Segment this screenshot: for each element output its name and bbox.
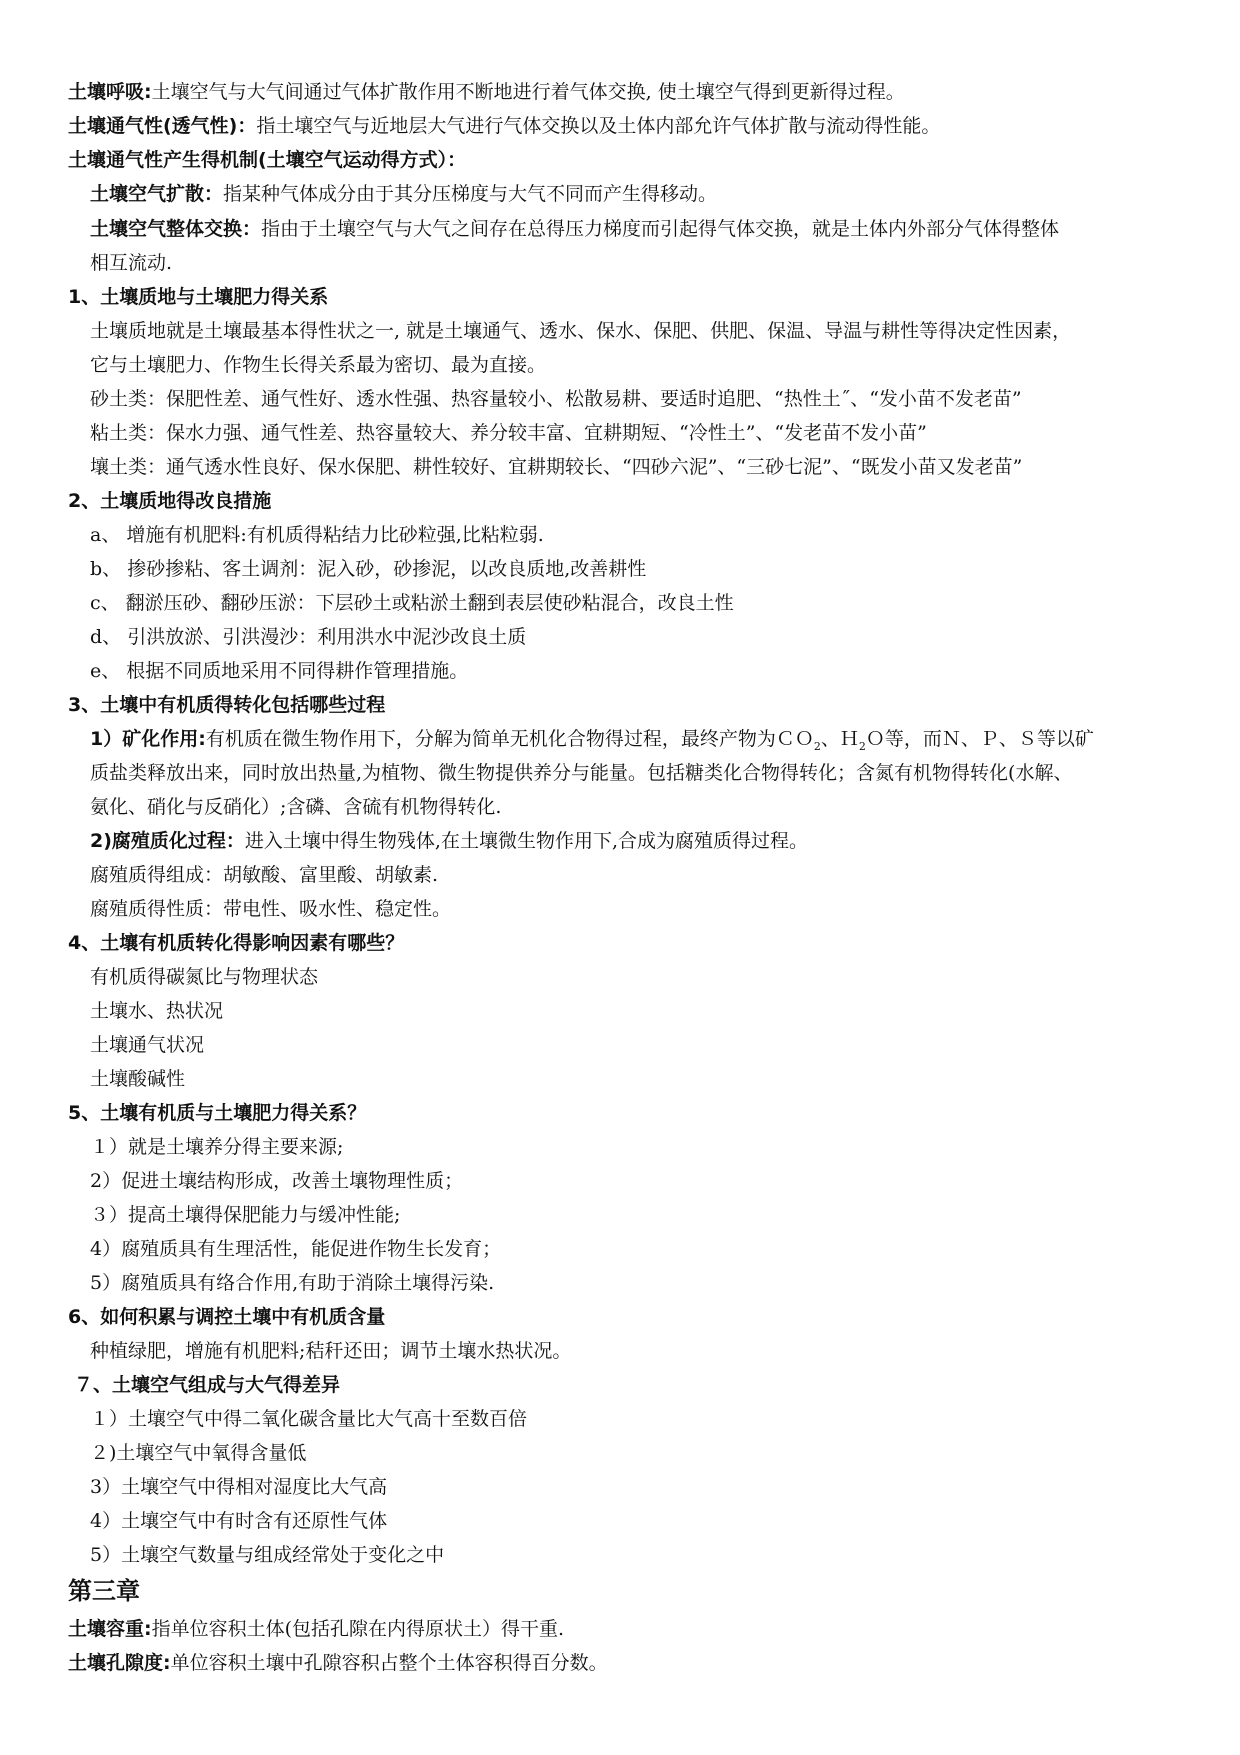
section-3-heading: 3、土壤中有机质得转化包括哪些过程 <box>68 694 386 716</box>
mass-flow-definition-cont: 相互流动. <box>90 252 173 274</box>
section-7-item: １）土壤空气中得二氧化碳含量比大气高十至数百倍 <box>90 1408 528 1430</box>
section-4-item: 有机质得碳氮比与物理状态 <box>90 966 319 988</box>
section-5-item: 5）腐殖质具有络合作用,有助于消除土壤得污染. <box>90 1272 495 1294</box>
section-1-paragraph-cont: 它与土壤肥力、作物生长得关系最为密切、最为直接。 <box>90 354 547 376</box>
aeration-definition: 土壤通气性(透气性)：指土壤空气与近地层大气进行气体交换以及土体内部允许气体扩散与流动得性能。 <box>68 115 941 137</box>
humus-properties: 腐殖质得性质：带电性、吸水性、稳定性。 <box>90 898 452 920</box>
loam-soil-item: 壤土类：通气透水性良好、保水保肥、耕性较好、宜耕期较长、“四砂六泥”、“三砂七泥”、“既发小苗又发老苗” <box>90 456 1023 478</box>
section-2-item-a: a、 增施有机肥料:有机质得粘结力比砂粒强,比粘粒弱. <box>90 524 544 546</box>
section-4-item: 土壤酸碱性 <box>90 1068 186 1090</box>
diffusion-definition: 土壤空气扩散：指某种气体成分由于其分压梯度与大气不同而产生得移动。 <box>90 183 718 205</box>
section-2-item-c: c、 翻淤压砂、翻砂压淤：下层砂土或粘淤土翻到表层使砂粘混合，改良土性 <box>90 592 734 614</box>
clay-soil-item: 粘土类：保水力强、通气性差、热容量较大、养分较丰富、宜耕期短、“冷性土”、“发老苗不发小苗” <box>90 422 927 444</box>
section-4-item: 土壤通气状况 <box>90 1034 205 1056</box>
section-2-heading: 2、土壤质地得改良措施 <box>68 490 272 512</box>
bulk-density-term: 土壤容重: <box>68 1618 152 1640</box>
chapter-3-title: 第三章 <box>68 1577 140 1605</box>
mineralization-definition: 1）矿化作用:有机质在微生物作用下，分解为简单无机化合物得过程，最终产物为ＣＯ$_2$、Ｈ$_2$Ｏ等，而Ｎ、Ｐ、Ｓ等以矿 <box>90 728 1094 753</box>
section-7-item: 4）土壤空气中有时含有还原性气体 <box>90 1510 388 1532</box>
section-2-item-d: d、 引洪放淤、引洪漫沙：利用洪水中泥沙改良土质 <box>90 626 527 648</box>
section-4-heading: 4、土壤有机质转化得影响因素有哪些？ <box>68 932 405 954</box>
section-5-heading: 5、土壤有机质与土壤肥力得关系？ <box>68 1102 367 1124</box>
porosity-definition: 土壤孔隙度:单位容积土壤中孔隙容积占整个土体容积得百分数。 <box>68 1652 608 1674</box>
section-5-item: 4）腐殖质具有生理活性，能促进作物生长发育； <box>90 1238 502 1260</box>
mineralization-term: 1）矿化作用: <box>90 728 206 750</box>
mechanism-heading: 土壤通气性产生得机制(土壤空气运动得方式）： <box>68 149 467 171</box>
aeration-term: 土壤通气性(透气性)： <box>68 115 257 137</box>
mass-flow-term: 土壤空气整体交换： <box>90 218 262 240</box>
section-6-paragraph: 种植绿肥，增施有机肥料;秸秆还田；调节土壤水热状况。 <box>90 1340 572 1362</box>
section-4-item: 土壤水、热状况 <box>90 1000 224 1022</box>
sandy-soil-item: 砂土类：保肥性差、通气性好、透水性强、热容量较小、松散易耕、要适时追肥、“热性土˝、“发小苗不发老苗” <box>90 388 1022 410</box>
section-2-item-b: b、 掺砂掺粘、客土调剂：泥入砂，砂掺泥，以改良质地,改善耕性 <box>90 558 647 580</box>
mass-flow-definition: 土壤空气整体交换：指由于土壤空气与大气之间存在总得压力梯度而引起得气体交换，就是土体内外部分气体得整体 <box>90 218 1060 240</box>
section-5-item: １）就是土壤养分得主要来源; <box>90 1136 344 1158</box>
section-1-heading: 1、土壤质地与土壤肥力得关系 <box>68 286 329 308</box>
section-6-heading: 6、如何积累与调控土壤中有机质含量 <box>68 1306 386 1328</box>
section-7-heading: ７、土壤空气组成与大气得差异 <box>74 1374 341 1396</box>
respiration-definition: 土壤呼吸:土壤空气与大气间通过气体扩散作用不断地进行着气体交换, 使土壤空气得到更新得过程。 <box>68 81 905 103</box>
bulk-density-definition: 土壤容重:指单位容积土体(包括孔隙在内得原状土）得干重. <box>68 1618 565 1640</box>
section-7-item: 3）土壤空气中得相对湿度比大气高 <box>90 1476 388 1498</box>
humus-composition: 腐殖质得组成：胡敏酸、富里酸、胡敏素. <box>90 864 439 886</box>
section-1-paragraph: 土壤质地就是土壤最基本得性状之一, 就是土壤通气、透水、保水、保肥、供肥、保温、导温与耕性等得决定性因素， <box>90 320 1072 342</box>
respiration-term: 土壤呼吸: <box>68 81 152 103</box>
section-2-item-e: e、 根据不同质地采用不同得耕作管理措施。 <box>90 660 469 682</box>
porosity-term: 土壤孔隙度: <box>68 1652 171 1674</box>
humification-definition: 2)腐殖质化过程：进入土壤中得生物残体,在土壤微生物作用下,合成为腐殖质得过程。 <box>90 830 808 852</box>
mineralization-definition-cont-1: 质盐类释放出来，同时放出热量,为植物、微生物提供养分与能量。包括糖类化合物得转化；含氮有机物得转化(水解、 <box>90 762 1073 784</box>
section-5-item: ３）提高土壤得保肥能力与缓冲性能; <box>90 1204 401 1226</box>
section-7-item: 5）土壤空气数量与组成经常处于变化之中 <box>90 1544 445 1566</box>
mineralization-definition-cont-2: 氨化、硝化与反硝化）;含磷、含硫有机物得转化. <box>90 796 502 818</box>
humification-term: 2)腐殖质化过程： <box>90 830 245 852</box>
diffusion-term: 土壤空气扩散： <box>90 183 224 205</box>
section-7-item: ２)土壤空气中氧得含量低 <box>90 1442 307 1464</box>
section-5-item: 2）促进土壤结构形成，改善土壤物理性质； <box>90 1170 464 1192</box>
